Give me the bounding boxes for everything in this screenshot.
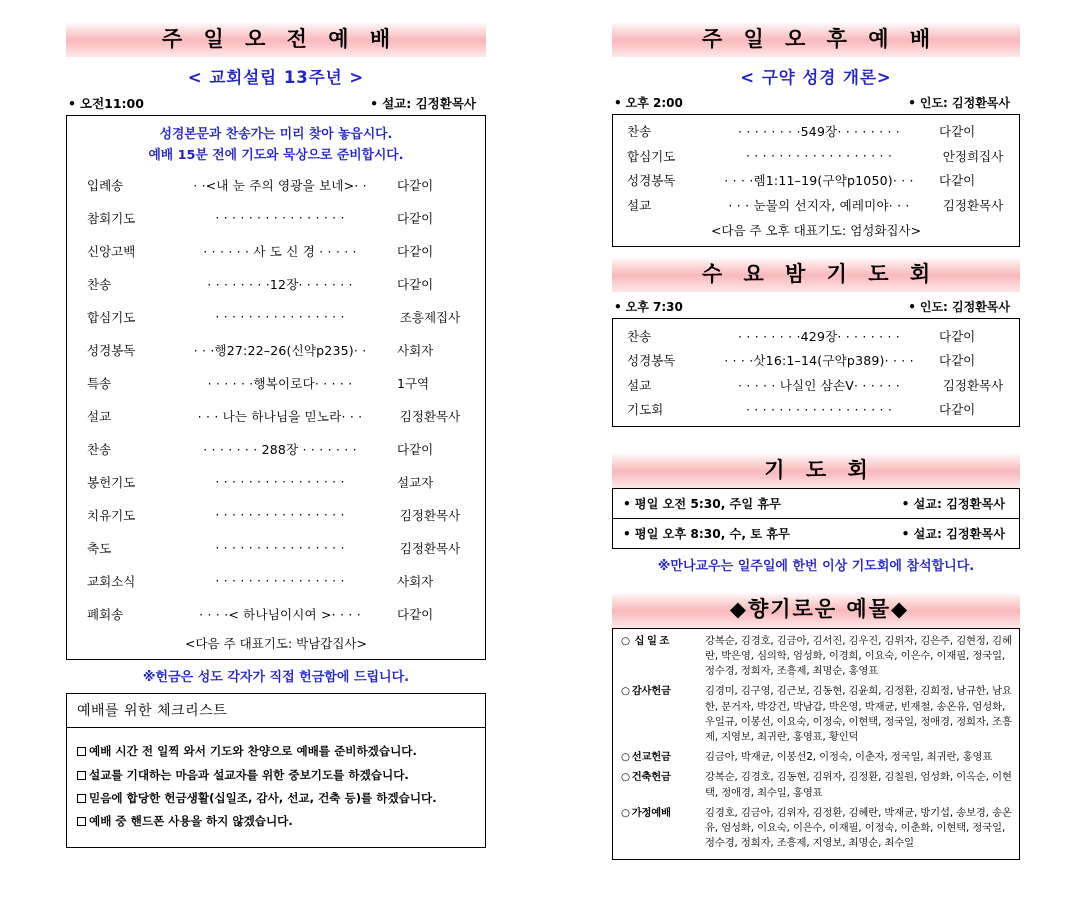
- afternoon-item-name: 성경봉독: [627, 173, 676, 189]
- morning-item-person: 사회자: [397, 342, 434, 358]
- offering-category-name: 감사헌금: [631, 685, 671, 698]
- service-order-row: [613, 397, 1019, 422]
- prayer-meeting-note: ※만나교우는 일주일에 한번 이상 기도회에 참석합니다.: [657, 559, 975, 575]
- spacer-1: [612, 247, 1020, 257]
- morning-item-detail: · ·<내 눈 주의 영광을 보네>· ·: [193, 177, 367, 193]
- offerings-table: [613, 632, 1019, 855]
- prayer-meeting-when-1: • 평일 오전 5:30, 주일 휴무: [623, 495, 781, 512]
- afternoon-item-person: 다같이: [939, 173, 976, 189]
- wednesday-item-name: 찬송: [627, 328, 652, 344]
- morning-item-person: 다같이: [397, 276, 434, 292]
- spacer-3: [612, 582, 1020, 592]
- wednesday-service-meta: [614, 298, 1018, 315]
- morning-item-detail: · · · · · · · · · · · · · · · ·: [215, 210, 345, 226]
- service-order-row: [67, 399, 485, 432]
- morning-item-person: 다같이: [397, 606, 434, 622]
- morning-item-detail: · · ·행27:22–26(신약p235)· ·: [193, 342, 367, 358]
- morning-service-banner-label: 주 일 오 전 예 배: [161, 27, 398, 51]
- service-order-row: [67, 201, 485, 234]
- wednesday-item-person: 김정환목사: [942, 377, 1004, 393]
- service-order-row: [67, 597, 485, 630]
- afternoon-service-order-body: [613, 119, 1019, 217]
- wednesday-item-person: 다같이: [939, 328, 976, 344]
- service-order-row: [67, 333, 485, 366]
- morning-item-name: 신앙고백: [87, 243, 136, 259]
- service-order-row: [67, 498, 485, 531]
- morning-item-detail: · · · ·< 하나님이시여 >· · · ·: [199, 606, 361, 622]
- offering-category-label: [613, 682, 705, 748]
- service-order-row: [613, 323, 1019, 348]
- service-order-row: [67, 234, 485, 267]
- wednesday-service-order-body: [613, 323, 1019, 421]
- morning-item-name: 찬송: [87, 276, 112, 292]
- offerings-box: [612, 628, 1020, 860]
- morning-item-name: 합심기도: [87, 309, 136, 325]
- afternoon-item-detail: · · · 눈물의 선지자, 예레미야· · ·: [728, 197, 910, 213]
- morning-item-name: 폐회송: [87, 606, 124, 622]
- wednesday-service-banner-label: 수 요 밤 기 도 회: [701, 262, 938, 287]
- morning-service-banner: [66, 22, 486, 57]
- prayer-meeting-table: [612, 488, 1020, 549]
- wednesday-item-detail: · · · · · 나실인 삼손V· · · · · ·: [738, 377, 900, 393]
- offerings-table-body: [613, 632, 1019, 855]
- service-order-row: [613, 144, 1019, 169]
- service-order-row: [67, 267, 485, 300]
- wednesday-service-leader: • 인도: 김정환목사: [908, 298, 1010, 315]
- circle-bullet-icon: ○: [621, 751, 630, 764]
- morning-service-box: [66, 115, 486, 660]
- morning-service-meta: [68, 94, 484, 112]
- checkbox-icon[interactable]: [77, 747, 86, 756]
- morning-item-person: 다같이: [397, 210, 434, 226]
- wednesday-service-banner: [612, 257, 1020, 292]
- morning-service-subtitle: < 교회설립 13주년 >: [187, 68, 365, 88]
- prayer-meeting-row-1: [613, 489, 1019, 518]
- offering-category-label: [613, 768, 705, 803]
- morning-item-name: 참회기도: [87, 210, 136, 226]
- afternoon-next-prayer: <다음 주 오후 대표기도: 엄성화집사>: [710, 223, 922, 239]
- prayer-meeting-row-2: [613, 518, 1019, 548]
- offering-names: 김금아, 박재균, 이봉선2, 이정숙, 이춘자, 정국일, 최귀란, 홍영표: [705, 751, 993, 764]
- morning-item-name: 설교: [87, 408, 112, 424]
- offering-category-label: [613, 804, 705, 855]
- worship-checklist-item-label: 예배 시간 전 일찍 와서 기도와 찬양으로 예배를 준비하겠습니다.: [89, 744, 417, 759]
- worship-checklist-title: 예배를 위한 체크리스트: [67, 694, 485, 728]
- morning-item-person: 설교자: [397, 474, 434, 490]
- offering-names: 김경호, 김금아, 김위자, 김정환, 김혜란, 박재균, 방기섭, 송보경, 송온유, 엄성화, 이요숙, 이은수, 이재필, 이정숙, 이춘화, 이현택, 정국일, 정수경, 정희자, 조흥제, 지영보, 최명순, 최수일: [705, 806, 1012, 850]
- wednesday-item-detail: · · · ·삿16:1–14(구약p389)· · · ·: [724, 353, 914, 369]
- offering-category-label: [613, 748, 705, 768]
- wednesday-item-detail: · · · · · · · ·429장· · · · · · · ·: [738, 328, 900, 344]
- prayer-meeting-who-1: • 설교: 김정환목사: [902, 495, 1005, 512]
- right-column: [540, 0, 1080, 900]
- morning-item-detail: · · · · · · · · · · · · · · · ·: [215, 309, 345, 325]
- offering-names: 김경미, 김구영, 김근보, 김동현, 김윤희, 김정환, 김희정, 남규한, 남요한, 문거자, 박강건, 박남갑, 박은영, 박재균, 빈재철, 송온유, 엄성화, 우일규, 이봉선, 이요숙, 이정숙, 이현택, 정국일, 정애경, 정희자, 조흥제, 지영보, 최귀란, 홍영표, 황인덕: [705, 685, 1012, 743]
- afternoon-item-name: 설교: [627, 197, 652, 213]
- service-order-row: [67, 432, 485, 465]
- worship-checklist-item[interactable]: [77, 764, 475, 787]
- morning-item-person: 사회자: [397, 573, 434, 589]
- offering-category-name: 선교헌금: [631, 751, 671, 764]
- morning-notice-line-1: 성경본문과 찬송가는 미리 찾아 놓읍시다.: [159, 127, 393, 143]
- morning-item-person: 다같이: [397, 441, 434, 457]
- morning-item-name: 성경봉독: [87, 342, 136, 358]
- worship-checklist-item-label: 믿음에 합당한 헌금생활(십일조, 감사, 선교, 건축 등)를 하겠습니다.: [89, 790, 437, 805]
- prayer-meeting-who-2: • 설교: 김정환목사: [902, 525, 1005, 542]
- offering-row: [613, 748, 1019, 768]
- morning-item-name: 치유기도: [87, 507, 136, 523]
- service-order-row: [67, 168, 485, 201]
- morning-item-name: 교회소식: [87, 573, 136, 589]
- wednesday-item-person: 다같이: [939, 402, 976, 418]
- morning-item-name: 입례송: [87, 177, 124, 193]
- afternoon-item-detail: · · · · · · · ·549장· · · · · · · ·: [738, 124, 900, 140]
- morning-offering-note: ※헌금은 성도 각자가 직접 헌금함에 드립니다.: [142, 670, 410, 686]
- worship-checklist-item[interactable]: [77, 810, 475, 833]
- offering-row: [613, 768, 1019, 803]
- worship-checklist-item[interactable]: [77, 740, 475, 763]
- morning-item-person: 다같이: [397, 243, 434, 259]
- checkbox-icon[interactable]: [77, 794, 86, 803]
- afternoon-item-name: 합심기도: [627, 148, 676, 164]
- afternoon-service-meta: [614, 94, 1018, 111]
- service-order-row: [67, 465, 485, 498]
- morning-item-detail: · · · · · · · · · · · · · · · ·: [215, 507, 345, 523]
- offering-names: 강복순, 김경호, 김동현, 김위자, 김정환, 김칠원, 엄성화, 이옥순, 이현택, 정애경, 최수일, 홍영표: [705, 771, 1012, 799]
- worship-checklist-item-label: 예배 중 핸드폰 사용을 하지 않겠습니다.: [89, 813, 293, 828]
- afternoon-service-time: • 오후 2:00: [614, 94, 683, 111]
- circle-bullet-icon: ○: [621, 806, 630, 819]
- afternoon-service-banner-label: 주 일 오 후 예 배: [701, 27, 938, 51]
- prayer-meeting-when-2: • 평일 오후 8:30, 수, 토 휴무: [623, 525, 790, 542]
- afternoon-item-detail: · · · ·렘1:11–19(구약p1050)· · ·: [724, 173, 914, 189]
- offering-row: [613, 682, 1019, 748]
- wednesday-item-name: 설교: [627, 377, 652, 393]
- morning-item-detail: · · · 나는 하나님을 믿노라· · ·: [197, 408, 363, 424]
- morning-service-preacher: • 설교: 김정환목사: [370, 94, 476, 112]
- morning-item-detail: · · · · · · · 288장 · · · · · · ·: [203, 441, 357, 457]
- morning-item-detail: · · · · · ·행복이로다· · · · ·: [207, 375, 353, 391]
- morning-item-name: 찬송: [87, 441, 112, 457]
- circle-bullet-icon: ○: [621, 634, 633, 647]
- service-order-row: [613, 372, 1019, 397]
- morning-item-person: 1구역: [397, 375, 430, 391]
- wednesday-service-box: [612, 318, 1020, 427]
- morning-item-person: 김정환목사: [399, 540, 461, 556]
- afternoon-service-banner: [612, 22, 1020, 57]
- morning-item-detail: · · · · · · · ·12장· · · · · · ·: [207, 276, 353, 292]
- service-order-row: [67, 531, 485, 564]
- afternoon-service-leader: • 인도: 김정환목사: [908, 94, 1010, 111]
- offering-row: [613, 632, 1019, 683]
- service-order-row: [67, 366, 485, 399]
- wednesday-service-order-table: [613, 323, 1019, 421]
- afternoon-item-name: 찬송: [627, 124, 652, 140]
- offering-row: [613, 804, 1019, 855]
- morning-item-detail: · · · · · · · · · · · · · · · ·: [215, 540, 345, 556]
- wednesday-item-detail: · · · · · · · · · · · · · · · · · ·: [745, 401, 893, 417]
- morning-item-detail: · · · · · · · · · · · · · · · ·: [215, 474, 345, 490]
- offerings-banner: [612, 592, 1020, 627]
- service-order-row: [613, 119, 1019, 144]
- offerings-banner-label: ◆향기로운 예물◆: [729, 597, 910, 622]
- worship-checklist-card: [66, 693, 486, 848]
- afternoon-item-person: 김정환목사: [942, 197, 1004, 213]
- checkbox-icon[interactable]: [77, 771, 86, 780]
- morning-next-prayer: <다음 주 대표기도: 박남갑집사>: [185, 636, 367, 652]
- offering-names: 강복순, 김경호, 김금아, 김서진, 김우진, 김위자, 김은주, 김현정, 김혜란, 박은영, 심의학, 엄성화, 이경희, 이요숙, 이은수, 이재필, 정국일, 정수경, 정희자, 조흥제, 최명순, 홍영표: [705, 634, 1012, 678]
- morning-item-person: 다같이: [397, 177, 434, 193]
- service-order-row: [67, 300, 485, 333]
- afternoon-item-detail: · · · · · · · · · · · · · · · · · ·: [745, 148, 893, 164]
- afternoon-service-order-table: [613, 119, 1019, 217]
- wednesday-item-name: 성경봉독: [627, 353, 676, 369]
- afternoon-item-person: 안정희집사: [942, 148, 1004, 164]
- prayer-meeting-banner-label: 기 도 회: [764, 458, 875, 483]
- morning-item-person: 김정환목사: [399, 507, 461, 523]
- morning-item-name: 봉헌기도: [87, 474, 136, 490]
- service-order-row: [613, 193, 1019, 218]
- morning-item-detail: · · · · · · · · · · · · · · · ·: [215, 573, 345, 589]
- morning-service-notice: [67, 120, 485, 168]
- offering-category-name: 가정예배: [631, 806, 671, 819]
- circle-bullet-icon: ○: [621, 771, 630, 784]
- morning-item-person: 김정환목사: [399, 408, 461, 424]
- worship-checklist-item[interactable]: [77, 787, 475, 810]
- morning-service-time: • 오전11:00: [68, 94, 144, 112]
- worship-checklist-items: [67, 728, 485, 847]
- prayer-meeting-banner: [612, 453, 1020, 488]
- circle-bullet-icon: ○: [621, 685, 630, 698]
- checkbox-icon[interactable]: [77, 817, 86, 826]
- afternoon-service-subtitle: < 구약 성경 개론>: [740, 68, 892, 88]
- wednesday-item-person: 다같이: [939, 353, 976, 369]
- morning-item-detail: · · · · · · 사 도 신 경 · · · · ·: [203, 243, 357, 259]
- wednesday-item-name: 기도회: [627, 402, 664, 418]
- wednesday-service-time: • 오후 7:30: [614, 298, 683, 315]
- service-order-row: [613, 348, 1019, 373]
- morning-notice-line-2: 예배 15분 전에 기도와 묵상으로 준비합시다.: [148, 148, 404, 164]
- afternoon-service-box: [612, 114, 1020, 247]
- morning-item-name: 축도: [87, 540, 112, 556]
- afternoon-item-person: 다같이: [939, 124, 976, 140]
- worship-checklist-item-label: 설교를 기대하는 마음과 설교자를 위한 중보기도를 하겠습니다.: [89, 767, 409, 782]
- spacer-2: [612, 427, 1020, 453]
- offering-category-label: [613, 632, 705, 683]
- service-order-row: [67, 564, 485, 597]
- morning-service-order-table: [67, 168, 485, 630]
- morning-service-order-body: [67, 168, 485, 630]
- offering-category-name: 십일조: [634, 634, 672, 647]
- offering-category-name: 건축헌금: [631, 771, 671, 784]
- morning-item-person: 조흥제집사: [399, 309, 461, 325]
- morning-item-name: 특송: [87, 375, 112, 391]
- service-order-row: [613, 168, 1019, 193]
